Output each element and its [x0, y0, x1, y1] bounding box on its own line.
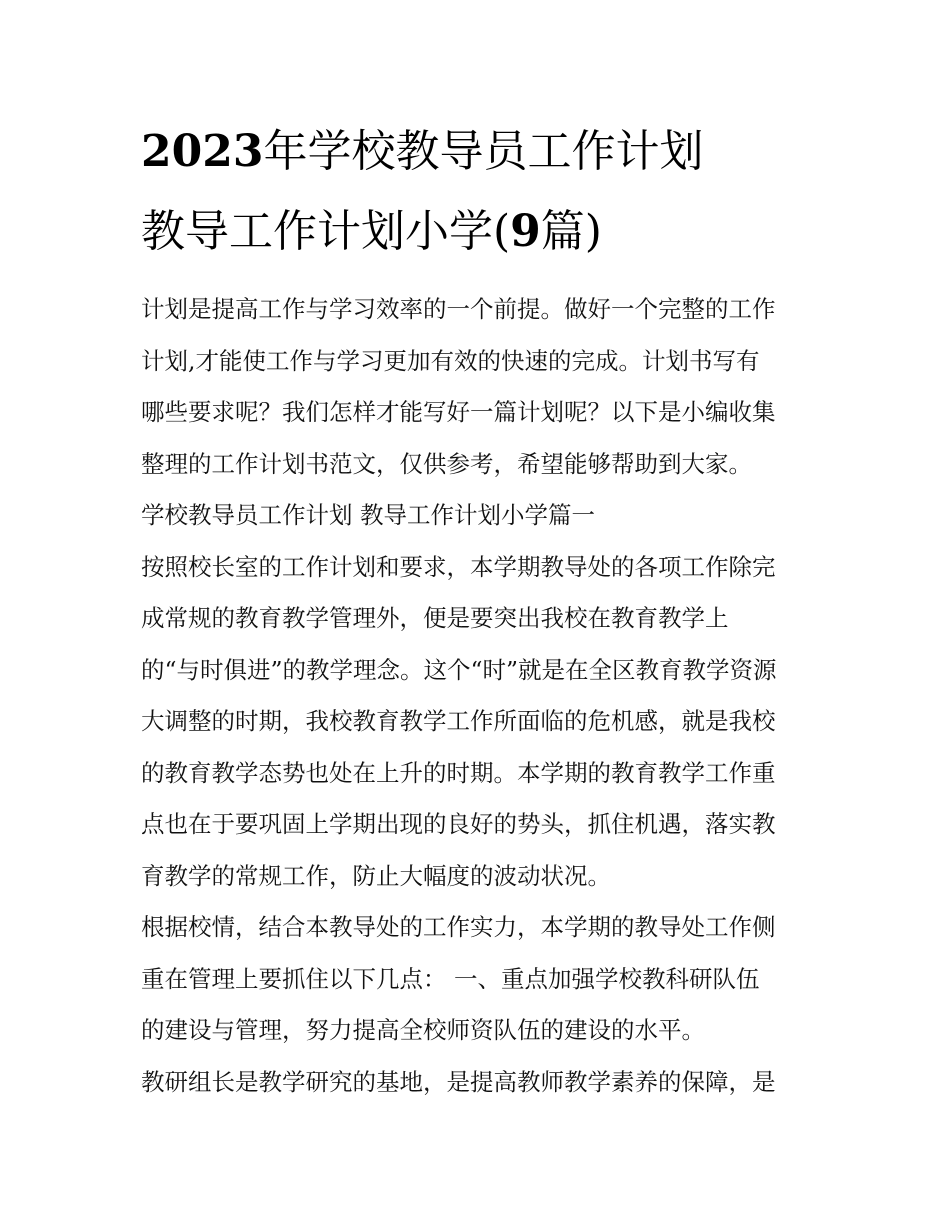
body-line: 按照校长室的工作计划和要求，本学期教导处的各项工作除完	[141, 552, 776, 581]
body-line: 根据校情，结合本教导处的工作实力，本学期的教导处工作侧	[141, 913, 776, 941]
body-line: 整理的工作计划书范文，仅供参考，希望能够帮助到大家。	[141, 449, 752, 478]
body-line: 大调整的时期，我校教育教学工作所面临的危机感，就是我校	[141, 707, 776, 735]
body-line: 育教学的常规工作，防止大幅度的波动状况。	[141, 861, 611, 890]
title-line-2-text-a: 教导工作计划小学(	[141, 206, 511, 257]
title-line-2-text-b: 篇)	[540, 206, 602, 257]
title-line-1	[141, 112, 813, 192]
document-page	[141, 112, 813, 1108]
title-year: 2023	[141, 126, 264, 177]
body-line: 重在管理上要抓住以下几点： 一、重点加强学校教科研队伍	[141, 964, 760, 993]
body-line: 成常规的教育教学管理外，便是要突出我校在教育教学上	[141, 604, 729, 632]
section-heading: 学校教导员工作计划 教导工作计划小学篇一	[141, 501, 595, 529]
document-title	[141, 112, 813, 272]
document-body	[141, 284, 813, 1108]
body-line: 的“与时俱进”的教学理念。这个“时”就是在全区教育教学资源	[141, 655, 777, 684]
body-line: 哪些要求呢？我们怎样才能写好一篇计划呢？以下是小编收集	[141, 398, 776, 426]
body-line: 的建设与管理，努力提高全校师资队伍的建设的水平。	[141, 1016, 705, 1044]
body-line: 点也在于要巩固上学期出现的良好的势头，抓住机遇，落实教	[141, 810, 776, 838]
body-line: 的教育教学态势也处在上升的时期。本学期的教育教学工作重	[141, 758, 776, 787]
title-count: 9	[510, 206, 541, 257]
body-line: 计划是提高工作与学习效率的一个前提。做好一个完整的工作	[141, 295, 776, 323]
title-line-2	[141, 192, 813, 272]
body-line: 计划,才能使工作与学习更加有效的快速的完成。计划书写有	[141, 346, 760, 375]
body-line: 教研组长是教学研究的基地，是提高教师教学素养的保障，是	[141, 1067, 776, 1096]
title-line-1-text: 年学校教导员工作计划	[263, 126, 704, 177]
